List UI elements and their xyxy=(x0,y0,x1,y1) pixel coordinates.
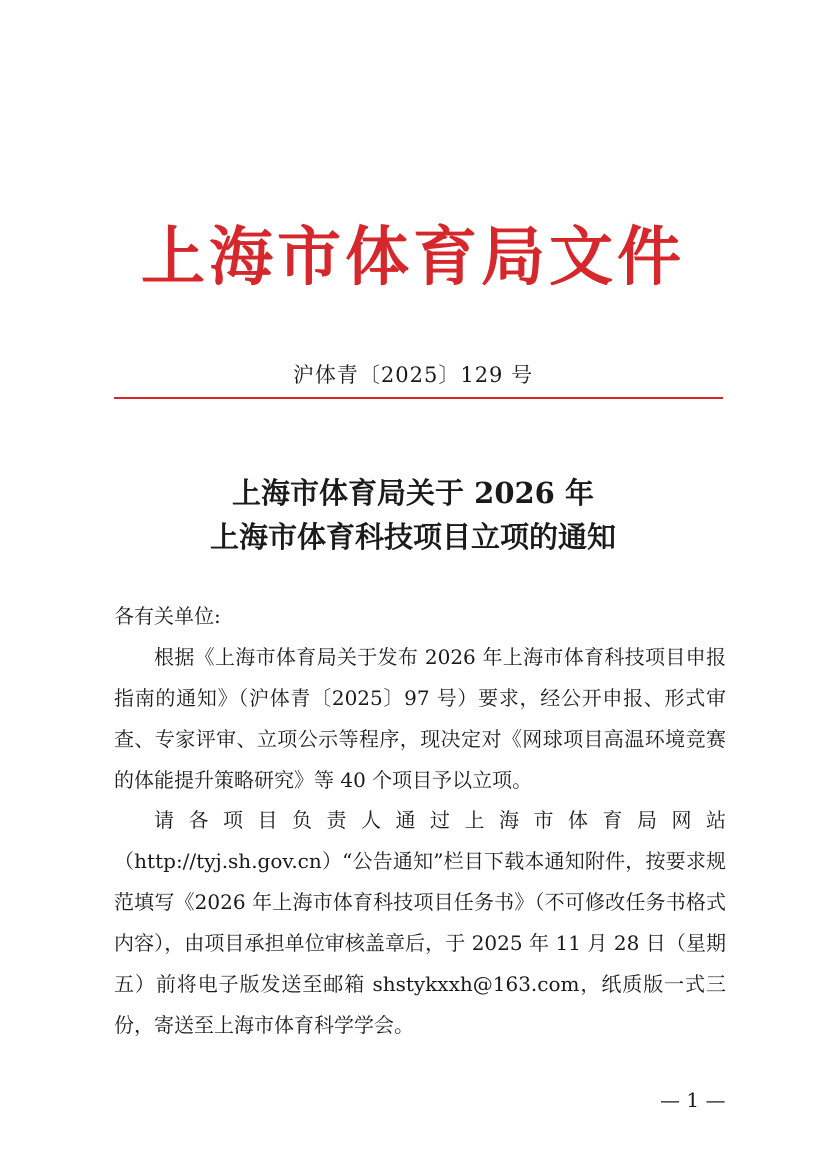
document-title-line-2: 上海市体育科技项目立项的通知 xyxy=(209,520,616,554)
body-paragraph-1: 根据《上海市体育局关于发布 2026 年上海市体育科技项目申报指南的通知》（沪体青〔2025〕97 号）要求，经公开申报、形式审查、专家评审、立项公示等程序，现决定对《网球项目高温环境竞赛的体能提升策略研究》等 40 个项目予以立项。 xyxy=(114,645,726,792)
document-title-line-1: 上海市体育局关于 2026 年 xyxy=(232,476,594,510)
document-number: 沪体青〔2025〕129 号 xyxy=(292,363,534,387)
red-divider-line xyxy=(114,397,723,399)
salutation: 各有关单位: xyxy=(114,604,221,628)
body-paragraph-2: 请各项目负责人通过上海市体育局网站（http://tyj.sh.gov.cn）“公告通知”栏目下载本通知附件，按要求规范填写《2026 年上海市体育科技项目任务书》（不可修改任务书格式内容），由项目承担单位审核盖章后，于 2025 年 11 月 28 日（星期五）前将电子版发送至邮箱 shstykxxh@163.com，纸质版一式三份，寄送至上海市体育科学学会。 xyxy=(114,808,726,1037)
issuer-heading: 上海市体育局文件 xyxy=(141,220,685,295)
page-number: — 1 — xyxy=(660,1088,726,1112)
